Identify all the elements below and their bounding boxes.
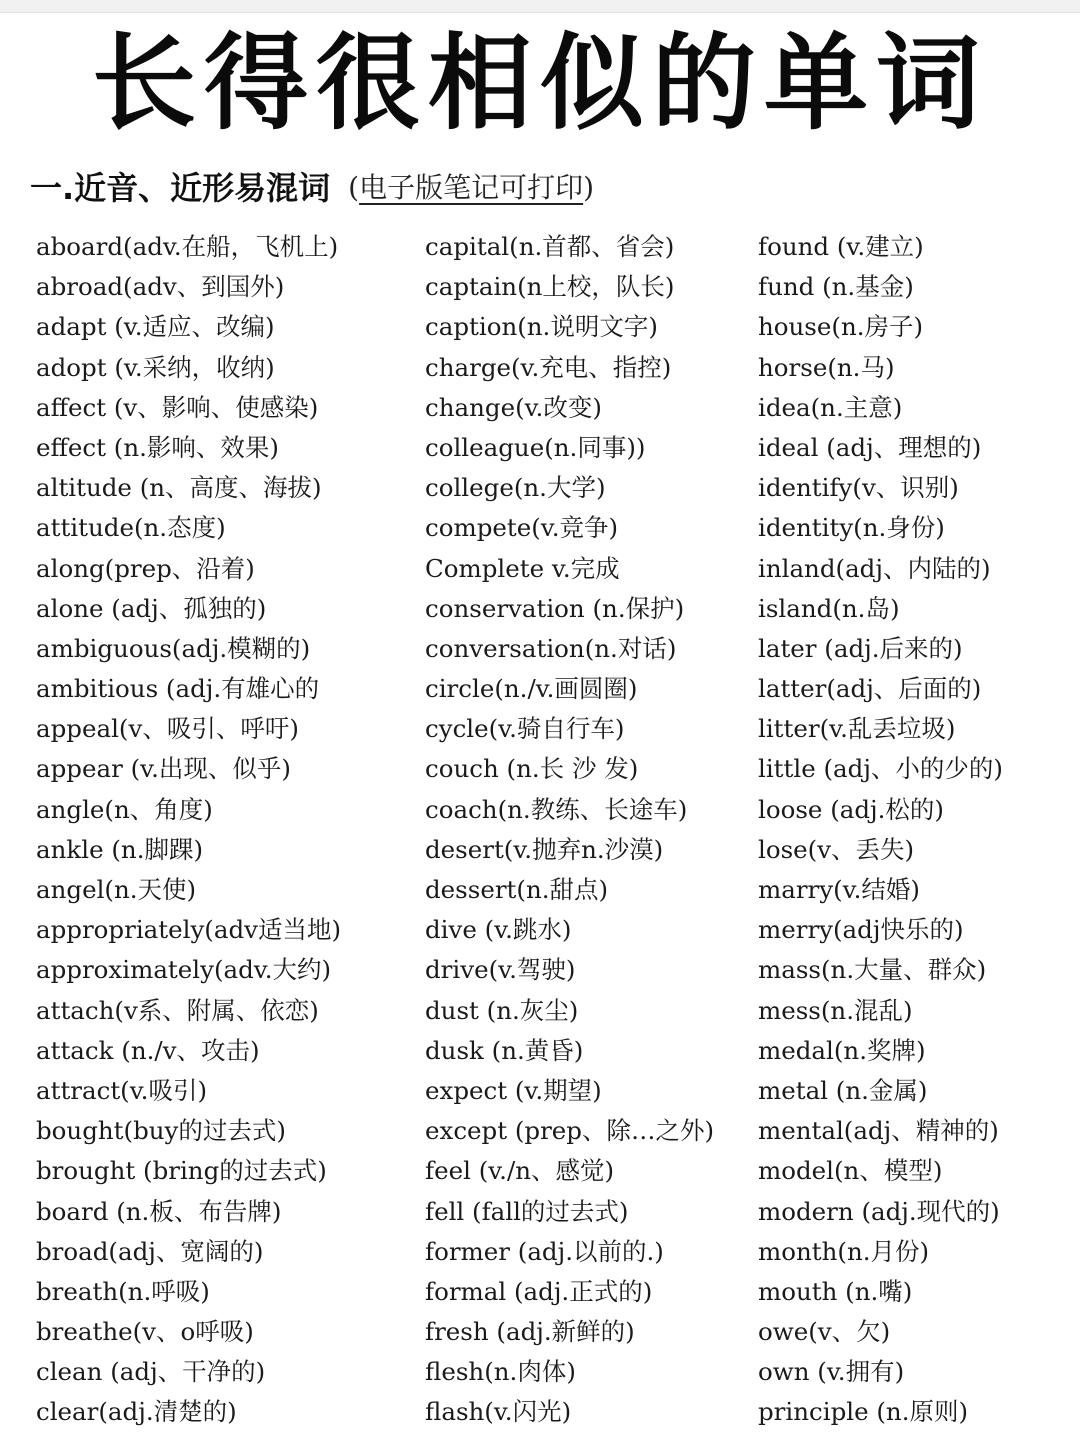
word-entry: change(v.改变) [425, 392, 602, 422]
word-entry: identity(n.身份) [758, 513, 945, 543]
word-entry: month(n.月份) [758, 1236, 930, 1266]
word-entry: dusk (n.黄昏) [425, 1035, 584, 1065]
word-entry: angle(n、角度) [36, 794, 213, 824]
word-entry: fresh (adj.新鲜的) [425, 1317, 635, 1347]
word-entry: dessert(n.甜点) [425, 875, 609, 904]
word-entry: compete(v.竞争) [425, 513, 619, 543]
section-title: 一.近音、近形易混词 [30, 169, 331, 207]
word-entry: litter(v.乱丢垃圾) [758, 714, 956, 744]
word-entry: broad(adj、宽阔的) [36, 1236, 264, 1266]
word-entry: loose (adj.松的) [758, 794, 944, 824]
word-entry: ambiguous(adj.模糊的) [36, 633, 311, 663]
word-entry: board (n.板、布告牌) [36, 1196, 282, 1226]
word-entry: medal(n.奖牌) [758, 1035, 926, 1065]
word-entry: cycle(v.骑自行车) [425, 714, 625, 744]
word-entry: colleague(n.同事)) [425, 432, 646, 462]
word-entry: lose(v、丢失) [758, 834, 915, 864]
word-entry: alone (adj、孤独的) [36, 593, 267, 623]
word-entry: dive (v.跳水) [425, 915, 572, 945]
word-entry: attitude(n.态度) [36, 513, 226, 543]
word-entry: metal (n.金属) [758, 1075, 928, 1105]
word-entry: aboard(adv.在船，飞机上) [36, 232, 339, 261]
word-entry: fell (fall的过去式) [425, 1196, 629, 1226]
word-entry: caption(n.说明文字) [425, 312, 658, 342]
word-entry: found (v.建立) [758, 232, 924, 261]
word-entry: Complete v.完成 [425, 553, 620, 583]
word-entry: approximately(adv.大约) [36, 955, 332, 985]
word-entry: clear(adj.清楚的) [36, 1397, 237, 1427]
word-entry: own (v.拥有) [758, 1357, 905, 1387]
word-entry: mess(n.混乱) [758, 995, 913, 1025]
word-entry: bought(buy的过去式) [36, 1116, 286, 1146]
word-entry: idea(n.主意) [758, 392, 903, 422]
word-entry: appear (v.出现、似乎) [36, 754, 291, 784]
word-entry: little (adj、小的少的) [758, 754, 1003, 784]
page-title: 长得很相似的单词 [91, 22, 988, 144]
word-entry: along(prep、沿着) [36, 553, 255, 583]
word-entry: attack (n./v、攻击) [36, 1035, 260, 1065]
word-entry: adapt (v.适应、改编) [36, 312, 275, 342]
word-entry: conversation(n.对话) [425, 633, 677, 663]
word-entry: couch (n.长 沙 发) [425, 754, 639, 784]
word-entry: marry(v.结婚) [758, 875, 920, 904]
word-entry: mass(n.大量、群众) [758, 955, 987, 985]
note-close-paren: ) [583, 171, 595, 204]
word-entry: except (prep、除…之外) [425, 1116, 715, 1146]
word-entry: formal (adj.正式的) [425, 1276, 653, 1306]
word-entry: angel(n.天使) [36, 875, 197, 904]
word-entry: identify(v、识别) [758, 473, 959, 503]
word-entry: latter(adj、后面的) [758, 674, 982, 704]
word-entry: coach(n.教练、长途车) [425, 794, 688, 824]
word-entry: model(n、模型) [758, 1156, 943, 1186]
word-entry: circle(n./v.画圆圈) [425, 674, 638, 704]
word-entry: former (adj.以前的.) [425, 1236, 664, 1266]
word-entry: adopt (v.采纳，收纳) [36, 352, 275, 382]
word-entry: flesh(n.肉体) [425, 1357, 576, 1387]
word-entry: owe(v、欠) [758, 1317, 891, 1347]
word-entry: horse(n.马) [758, 352, 895, 382]
section-note [348, 166, 594, 206]
word-entry: island(n.岛) [758, 593, 900, 623]
top-strip [0, 0, 1080, 13]
word-entry: brought (bring的过去式) [36, 1156, 327, 1186]
word-entry: captain(n上校，队长) [425, 272, 675, 302]
word-entry: charge(v.充电、指控) [425, 352, 672, 382]
word-entry: desert(v.抛弃n.沙漠) [425, 834, 664, 864]
word-entry: affect (v、影响、使感染) [36, 392, 319, 422]
word-entry: dust (n.灰尘) [425, 995, 579, 1025]
word-entry: inland(adj、内陆的) [758, 553, 991, 583]
word-entry: college(n.大学) [425, 473, 606, 503]
word-column-2 [425, 227, 757, 1433]
word-entry: house(n.房子) [758, 312, 924, 342]
word-entry: mental(adj、精神的) [758, 1116, 999, 1146]
word-entry: drive(v.驾驶) [425, 955, 576, 985]
word-entry: capital(n.首都、省会) [425, 232, 675, 261]
word-entry: expect (v.期望) [425, 1075, 602, 1105]
word-entry: breath(n.呼吸) [36, 1276, 210, 1306]
word-entry: feel (v./n、感觉) [425, 1156, 615, 1186]
word-entry: ambitious (adj.有雄心的 [36, 674, 320, 704]
word-entry: attach(v系、附属、依恋) [36, 995, 319, 1025]
word-entry: ideal (adj、理想的) [758, 432, 982, 462]
word-entry: ankle (n.脚踝) [36, 834, 204, 864]
word-entry: breathe(v、o呼吸) [36, 1317, 254, 1347]
word-entry: later (adj.后来的) [758, 633, 963, 663]
word-entry: clean (adj、干净的) [36, 1357, 266, 1387]
word-entry: appeal(v、吸引、呼吁) [36, 714, 299, 744]
word-entry: effect (n.影响、效果) [36, 432, 279, 462]
section-header [30, 162, 594, 210]
note-text: 电子版笔记可打印 [359, 171, 584, 204]
word-entry: appropriately(adv适当地) [36, 915, 342, 945]
word-entry: fund (n.基金) [758, 272, 914, 302]
word-entry: mouth (n.嘴) [758, 1276, 913, 1306]
word-column-1 [36, 227, 421, 1433]
word-column-3 [758, 227, 1080, 1433]
note-open-paren: ( [348, 171, 360, 204]
word-entry: flash(v.闪光) [425, 1397, 572, 1427]
word-entry: merry(adj快乐的) [758, 915, 964, 945]
word-entry: abroad(adv、到国外) [36, 272, 285, 302]
word-entry: principle (n.原则) [758, 1397, 969, 1427]
word-entry: modern (adj.现代的) [758, 1196, 1000, 1226]
word-entry: conservation (n.保护) [425, 593, 685, 623]
word-entry: attract(v.吸引) [36, 1075, 208, 1105]
word-entry: altitude (n、高度、海拔) [36, 473, 322, 503]
